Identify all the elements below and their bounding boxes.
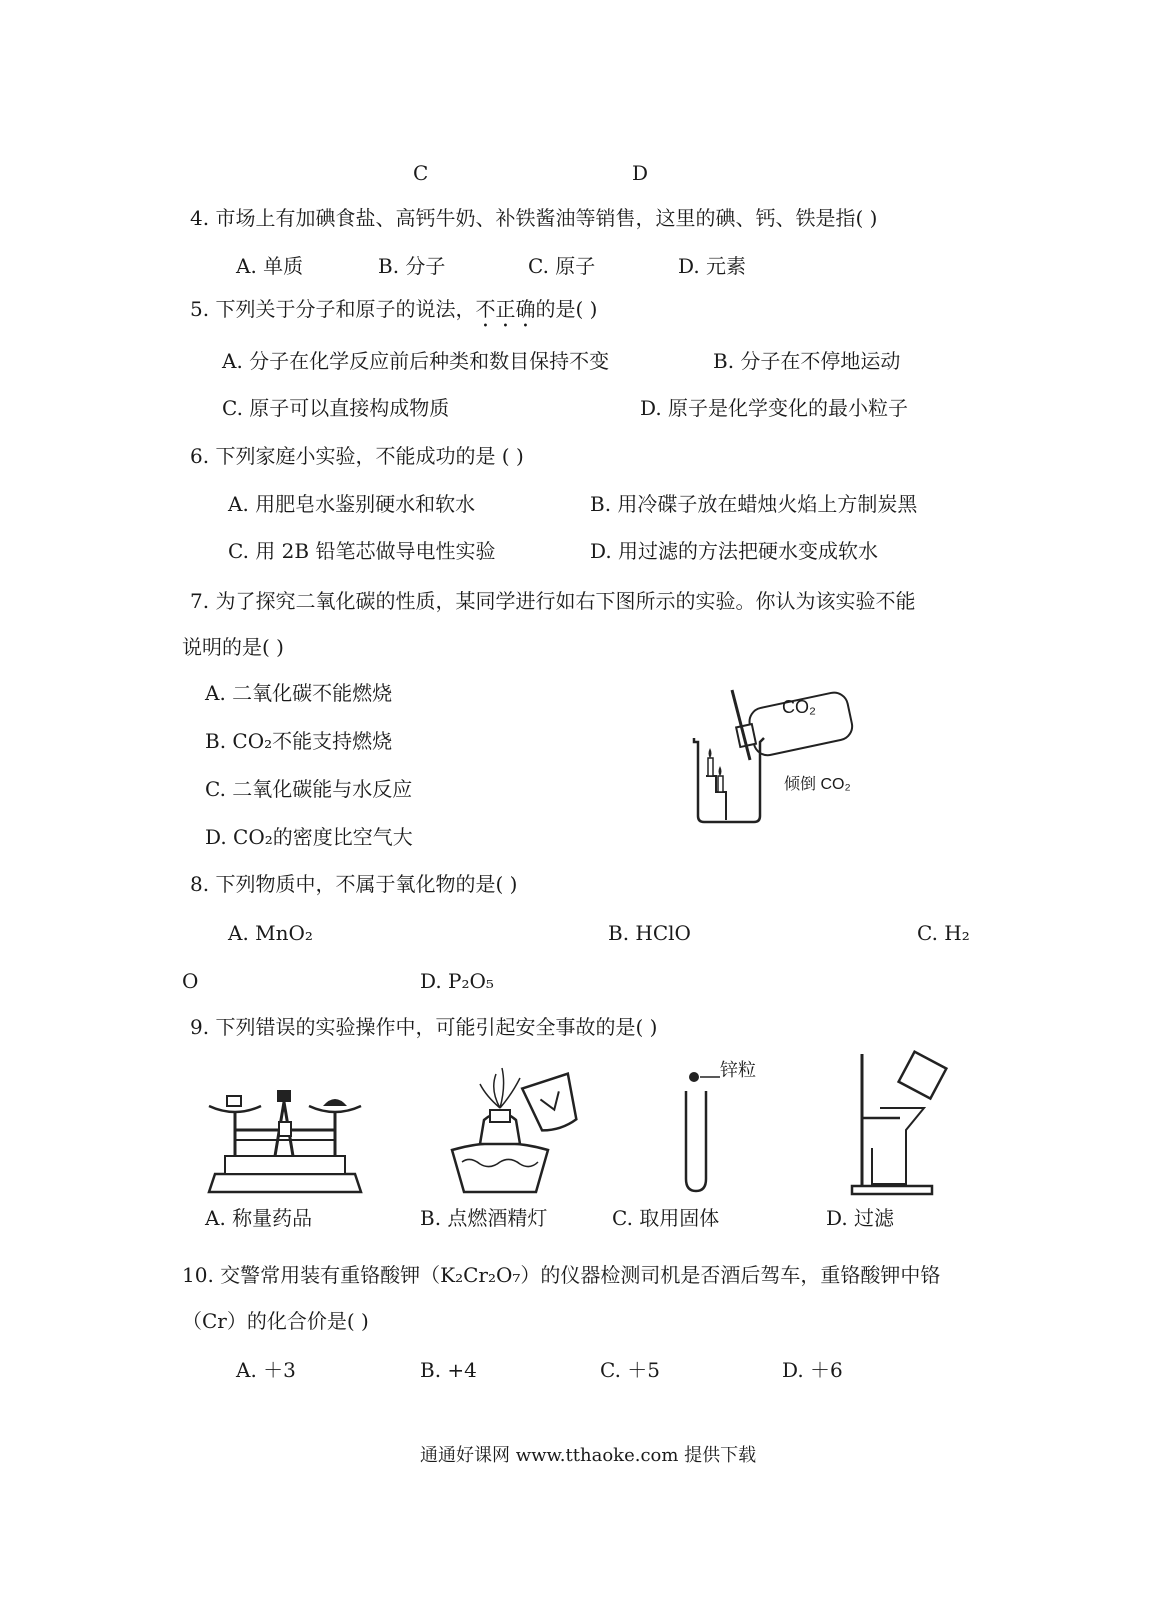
question-6-option-c: C. 用 2B 铅笔芯做导电性实验 (228, 539, 496, 563)
question-6-option-a: A. 用肥皂水鉴别硬水和软水 (228, 492, 476, 516)
question-8-stem: 8. 下列物质中，不属于氧化物的是( ) (190, 872, 518, 896)
filtration-figure (842, 1052, 952, 1197)
question-6-option-d: D. 用过滤的方法把硬水变成软水 (590, 539, 879, 563)
question-5-option-b: B. 分子在不停地运动 (713, 349, 901, 373)
question-8-option-d: D. P₂O₅ (420, 969, 494, 993)
question-9-stem: 9. 下列错误的实验操作中，可能引起安全事故的是( ) (190, 1015, 658, 1039)
co2-figure-caption: 倾倒 CO₂ (784, 776, 851, 793)
balance-scale-figure (205, 1070, 365, 1195)
question-7-option-b: B. CO₂不能支持燃烧 (205, 729, 393, 753)
question-10-option-a: A. ＋3 (236, 1358, 296, 1382)
question-9-option-c: C. 取用固体 (612, 1206, 720, 1230)
question-6-option-b: B. 用冷碟子放在蜡烛火焰上方制炭黑 (590, 492, 918, 516)
test-tube-figure (680, 1065, 740, 1195)
question-10-option-d: D. ＋6 (782, 1358, 843, 1382)
question-7-option-a: A. 二氧化碳不能燃烧 (205, 681, 393, 705)
question-4-option-b: B. 分子 (378, 254, 446, 278)
question-5-stem-suffix: 的是( ) (535, 297, 598, 321)
question-10-stem-line1: 10. 交警常用装有重铬酸钾（K₂Cr₂O₇）的仪器检测司机是否酒后驾车，重铬酸钾中铬 (182, 1263, 941, 1287)
question-5-stem-prefix: 5. 下列关于分子和原子的说法， (190, 297, 476, 321)
co2-bottle-label: CO₂ (782, 697, 816, 717)
question-5-option-a: A. 分子在化学反应前后种类和数目保持不变 (222, 349, 610, 373)
question-10-option-b: B. +4 (420, 1358, 477, 1382)
question-7-stem-line1: 7. 为了探究二氧化碳的性质，某同学进行如右下图所示的实验。你认为该实验不能 (190, 589, 916, 613)
question-9-option-a: A. 称量药品 (205, 1206, 313, 1230)
question-9-option-d: D. 过滤 (826, 1206, 895, 1230)
question-4-option-a: A. 单质 (236, 254, 304, 278)
question-10-option-c: C. ＋5 (600, 1358, 661, 1382)
question-7-option-c: C. 二氧化碳能与水反应 (205, 777, 413, 801)
option-label-d-prev: D (632, 161, 649, 185)
question-5-option-d: D. 原子是化学变化的最小粒子 (640, 396, 909, 420)
question-7-stem-line2: 说明的是( ) (182, 635, 284, 659)
question-7-option-d: D. CO₂的密度比空气大 (205, 825, 413, 849)
page-footer: 通通好课网 www.tthaoke.com 提供下载 (420, 1445, 757, 1466)
question-4-option-d: D. 元素 (678, 254, 747, 278)
question-10-stem-line2: （Cr）的化合价是( ) (182, 1309, 369, 1333)
question-6-stem: 6. 下列家庭小实验，不能成功的是 ( ) (190, 444, 524, 468)
option-label-c-prev: C (413, 161, 429, 185)
question-8-option-a: A. MnO₂ (228, 921, 313, 945)
question-4-option-c: C. 原子 (528, 254, 596, 278)
question-4-stem: 4. 市场上有加碘食盐、高钙牛奶、补铁酱油等销售，这里的碘、钙、铁是指( ) (190, 206, 878, 230)
co2-experiment-figure (680, 680, 880, 830)
question-5-option-c: C. 原子可以直接构成物质 (222, 396, 450, 420)
question-5-stem (190, 297, 597, 332)
question-5-stem-emphasis: 不正确 (475, 297, 536, 321)
question-9-option-b: B. 点燃酒精灯 (420, 1206, 548, 1230)
alcohol-lamp-figure (440, 1050, 590, 1195)
question-8-option-c-wrap: O (182, 969, 199, 993)
question-8-option-b: B. HClO (608, 921, 691, 945)
question-8-option-c: C. H₂ (917, 921, 970, 945)
zinc-label: 锌粒 (720, 1060, 756, 1080)
